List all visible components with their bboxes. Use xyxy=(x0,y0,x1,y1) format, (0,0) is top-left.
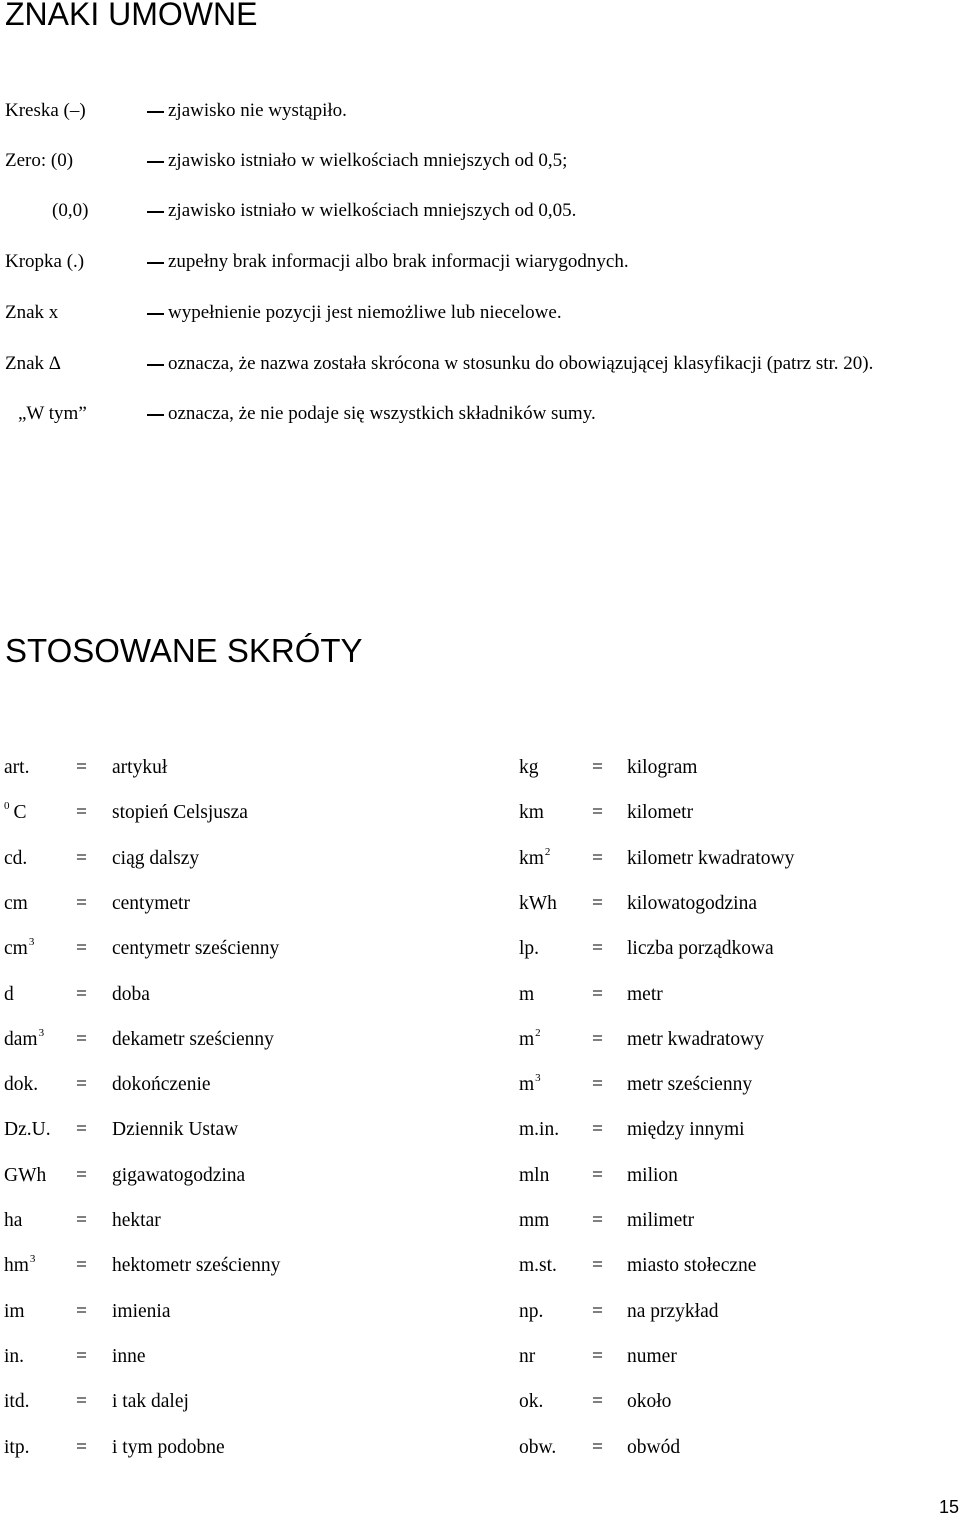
equals-sign: = xyxy=(76,1165,87,1186)
abbreviation xyxy=(519,889,557,919)
abbreviation-text: ha xyxy=(4,1210,23,1231)
equals-sign: = xyxy=(76,1119,87,1140)
abbreviation-text: C xyxy=(13,802,27,823)
heading-abbreviations: STOSOWANE SKRÓTY xyxy=(5,632,363,669)
abbreviation-meaning: kilometr kwadratowy xyxy=(627,848,795,869)
abbreviation-meaning: obwód xyxy=(627,1437,681,1458)
symbol-description: oznacza, że nazwa została skrócona w stosunku do obowiązującej klasyfikacji (patrz str. 20). xyxy=(168,353,874,374)
abbreviation xyxy=(4,1433,29,1463)
superscript: 3 xyxy=(28,936,35,948)
equals-sign: = xyxy=(592,1119,603,1140)
abbreviation xyxy=(519,1342,535,1372)
equals-sign: = xyxy=(76,1074,87,1095)
abbreviation xyxy=(519,1433,556,1463)
equals-sign: = xyxy=(76,1391,87,1412)
abbreviation-meaning: Dziennik Ustaw xyxy=(112,1119,239,1140)
abbreviation-text: cm xyxy=(4,938,28,959)
symbol-description: zjawisko istniało w wielkościach mniejszych od 0,5; xyxy=(168,150,568,171)
abbreviation-text: kg xyxy=(519,757,539,778)
symbol-label: (0,0) xyxy=(52,200,89,221)
dash-separator xyxy=(147,313,164,315)
abbreviation-text: km xyxy=(519,848,544,869)
abbreviation-text: dam xyxy=(4,1029,38,1050)
symbol-label: Zero: (0) xyxy=(5,150,74,171)
abbreviation xyxy=(519,980,534,1010)
symbol-row xyxy=(0,349,960,379)
symbol-description: zupełny brak informacji albo brak informacji wiarygodnych. xyxy=(168,251,629,272)
abbreviation-meaning: około xyxy=(627,1391,672,1412)
abbreviation xyxy=(4,753,29,783)
abbreviation xyxy=(4,1070,38,1100)
abbreviation-text: m.st. xyxy=(519,1255,557,1276)
equals-sign: = xyxy=(592,1301,603,1322)
dash-separator xyxy=(147,414,164,416)
abbreviation-text: np. xyxy=(519,1301,544,1322)
abbreviation-meaning: metr kwadratowy xyxy=(627,1029,764,1050)
symbol-row xyxy=(0,247,960,277)
abbreviation-text: cd. xyxy=(4,848,28,869)
abbreviation xyxy=(4,889,28,919)
symbol-description: zjawisko istniało w wielkościach mniejszych od 0,05. xyxy=(168,200,577,221)
abbreviation-meaning: między innymi xyxy=(627,1119,745,1140)
equals-sign: = xyxy=(76,1210,87,1231)
abbreviation xyxy=(519,1115,559,1145)
abbreviation xyxy=(4,844,27,874)
abbreviation-text: ok. xyxy=(519,1391,544,1412)
abbreviation-text: dok. xyxy=(4,1074,39,1095)
symbol-row xyxy=(0,96,960,126)
abbreviation xyxy=(4,1342,24,1372)
abbreviation-meaning: milion xyxy=(627,1165,678,1186)
abbreviation-meaning: ciąg dalszy xyxy=(112,848,200,869)
dash-separator xyxy=(147,111,164,113)
abbreviation xyxy=(4,1025,44,1055)
dash-separator xyxy=(147,211,164,213)
abbreviation-meaning: hektar xyxy=(112,1210,161,1231)
abbreviation-text: m.in. xyxy=(519,1119,560,1140)
abbreviation xyxy=(519,798,544,828)
equals-sign: = xyxy=(592,1029,603,1050)
abbreviation-text: itd. xyxy=(4,1391,30,1412)
abbreviation xyxy=(519,1025,541,1055)
abbreviation-text: obw. xyxy=(519,1437,557,1458)
abbreviation xyxy=(4,980,14,1010)
abbreviation-text: GWh xyxy=(4,1165,47,1186)
abbreviation xyxy=(519,1387,543,1417)
equals-sign: = xyxy=(76,893,87,914)
abbreviation xyxy=(519,844,550,874)
abbreviation-meaning: imienia xyxy=(112,1301,171,1322)
abbreviation-text: kWh xyxy=(519,893,557,914)
dash-separator xyxy=(147,161,164,163)
abbreviation xyxy=(519,934,539,964)
abbreviation-text: in. xyxy=(4,1346,25,1367)
abbreviation xyxy=(519,1161,549,1191)
symbol-label: Znak Δ xyxy=(5,353,62,374)
equals-sign: = xyxy=(76,1255,87,1276)
abbreviation-meaning: metr sześcienny xyxy=(627,1074,753,1095)
abbreviation-meaning: milimetr xyxy=(627,1210,695,1231)
abbreviation-meaning: numer xyxy=(627,1346,677,1367)
abbreviation-text: km xyxy=(519,802,544,823)
abbreviation xyxy=(4,798,27,828)
page-number: 15 xyxy=(939,1497,960,1517)
abbreviation-meaning: dokończenie xyxy=(112,1074,211,1095)
superscript: 3 xyxy=(29,1253,36,1265)
symbol-description: oznacza, że nie podaje się wszystkich składników sumy. xyxy=(168,403,596,424)
symbol-label: Znak x xyxy=(5,302,59,323)
abbreviation-text: d xyxy=(4,984,14,1005)
abbreviation xyxy=(519,1206,549,1236)
abbreviation-meaning: miasto stołeczne xyxy=(627,1255,757,1276)
abbreviation-meaning: doba xyxy=(112,984,150,1005)
equals-sign: = xyxy=(592,802,603,823)
equals-sign: = xyxy=(76,938,87,959)
abbreviation-text: im xyxy=(4,1301,25,1322)
abbreviation xyxy=(519,1251,557,1281)
symbol-label: Kropka (.) xyxy=(5,251,85,272)
equals-sign: = xyxy=(76,984,87,1005)
abbreviation-meaning: metr xyxy=(627,984,663,1005)
abbreviation-meaning: kilowatogodzina xyxy=(627,893,757,914)
equals-sign: = xyxy=(592,893,603,914)
abbreviation-meaning: kilogram xyxy=(627,757,698,778)
abbreviation-text: itp. xyxy=(4,1437,30,1458)
abbreviation xyxy=(519,753,539,783)
abbreviation-text: mln xyxy=(519,1165,550,1186)
abbreviation-meaning: inne xyxy=(112,1346,146,1367)
abbreviation xyxy=(4,1115,51,1145)
equals-sign: = xyxy=(592,1074,603,1095)
abbreviation-text: hm xyxy=(4,1255,29,1276)
abbreviation-meaning: i tym podobne xyxy=(112,1437,225,1458)
equals-sign: = xyxy=(76,802,87,823)
abbreviation xyxy=(4,1387,29,1417)
equals-sign: = xyxy=(76,1346,87,1367)
symbol-row xyxy=(0,146,960,176)
abbreviation-text: nr xyxy=(519,1346,536,1367)
heading-symbols: ZNAKI UMOWNE xyxy=(5,0,258,32)
abbreviation-text: m xyxy=(519,1074,535,1095)
dash-separator xyxy=(147,262,164,264)
abbreviation-text: lp. xyxy=(519,938,540,959)
abbreviation-meaning: na przykład xyxy=(627,1301,719,1322)
superscript: 3 xyxy=(535,1072,541,1084)
abbreviation-meaning: i tak dalej xyxy=(112,1391,189,1412)
abbreviation xyxy=(4,1161,46,1191)
abbreviation-text: m xyxy=(519,984,535,1005)
equals-sign: = xyxy=(592,1210,603,1231)
abbreviation-meaning: centymetr sześcienny xyxy=(112,938,280,959)
abbreviation-meaning: gigawatogodzina xyxy=(112,1165,246,1186)
superscript: 2 xyxy=(535,1027,541,1039)
abbreviation-text: cm xyxy=(4,893,28,914)
symbol-description: zjawisko nie wystąpiło. xyxy=(168,100,347,121)
superscript: 0 xyxy=(4,800,10,812)
abbreviation-meaning: centymetr xyxy=(112,893,190,914)
abbreviation-meaning: dekametr sześcienny xyxy=(112,1029,274,1050)
dash-separator xyxy=(147,364,164,366)
abbreviation xyxy=(4,934,34,964)
equals-sign: = xyxy=(76,1029,87,1050)
equals-sign: = xyxy=(592,1165,603,1186)
equals-sign: = xyxy=(76,757,87,778)
equals-sign: = xyxy=(592,1391,603,1412)
abbreviation xyxy=(519,1297,543,1327)
abbreviation-meaning: kilometr xyxy=(627,802,694,823)
abbreviation-meaning: hektometr sześcienny xyxy=(112,1255,281,1276)
equals-sign: = xyxy=(592,984,603,1005)
abbreviation xyxy=(4,1251,35,1281)
abbreviation xyxy=(4,1297,25,1327)
symbol-description: wypełnienie pozycji jest niemożliwe lub niecelowe. xyxy=(168,302,562,323)
equals-sign: = xyxy=(592,1346,603,1367)
equals-sign: = xyxy=(592,1437,603,1458)
abbreviation-text: art. xyxy=(4,757,30,778)
equals-sign: = xyxy=(592,1255,603,1276)
abbreviation-text: m xyxy=(519,1029,535,1050)
symbol-label: Kreska (–) xyxy=(5,100,86,121)
equals-sign: = xyxy=(76,848,87,869)
symbol-row xyxy=(0,399,960,429)
abbreviation xyxy=(4,1206,22,1236)
abbreviation xyxy=(519,1070,541,1100)
abbreviation-meaning: liczba porządkowa xyxy=(627,938,774,959)
abbreviation-meaning: stopień Celsjusza xyxy=(112,802,248,823)
abbreviation-text: Dz.U. xyxy=(4,1119,51,1140)
equals-sign: = xyxy=(76,1301,87,1322)
abbreviation-meaning: artykuł xyxy=(112,757,168,778)
equals-sign: = xyxy=(76,1437,87,1458)
equals-sign: = xyxy=(592,938,603,959)
superscript: 3 xyxy=(38,1027,45,1039)
superscript: 2 xyxy=(544,846,551,858)
equals-sign: = xyxy=(592,848,603,869)
abbreviation-text: mm xyxy=(519,1210,550,1231)
symbol-row xyxy=(0,196,960,226)
symbol-row xyxy=(0,298,960,328)
equals-sign: = xyxy=(592,757,603,778)
symbol-label: „W tym” xyxy=(18,403,87,424)
